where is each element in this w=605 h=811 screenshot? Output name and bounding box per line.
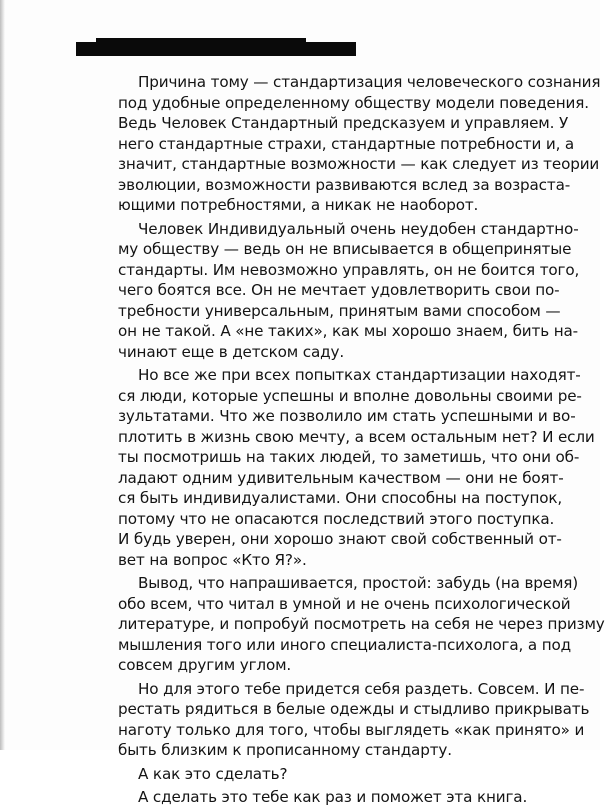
text-line: ся быть индивидуалистами. Они способны на поступок, [118,489,563,507]
text-line: Человек Индивидуальный очень неудобен стандартно- [138,219,579,238]
paragraph-5 [118,679,590,761]
text-line: обо всем, что читал в умной и не очень психологической [118,594,571,613]
text-line: мышления того или иного специалиста-психолога, а под [118,635,571,654]
text-line: он не такой. А «не таких», как мы хорошо знаем, бить на- [118,322,578,340]
text-line: Но все же при всех попытках стандартизации находят- [138,366,581,384]
text-line: ся люди, которые успешны и вполне довольны своими ре- [118,386,582,405]
text-line: чего боятся все. Он не мечтает удовлетворить свои по- [118,281,560,299]
scan-edge-shadow [0,0,5,750]
text-line: наготу только для того, чтобы выглядеть «как принято» и [118,720,585,739]
paragraph-4 [118,573,605,676]
text-line: него стандартные страхи, стандартные потребности и, а [118,134,575,153]
text-line: значит, стандартные возможности — как следует из теории [118,155,600,173]
text-line: потому что не опасаются последствий этого поступка. [118,509,555,528]
text-line: А сделать это тебе как раз и поможет эта книга. [138,788,528,806]
text-line: совсем другим углом. [118,656,292,674]
paragraph-3 [118,365,595,570]
paragraph-7 [118,787,528,808]
text-line: ющими потребностями, а никак не наоборот. [118,196,479,214]
text-line: эволюции, возможности развиваются вслед за возраста- [118,175,571,194]
redacted-header-bar [76,42,356,56]
paragraph-2 [118,219,580,363]
text-line: И будь уверен, они хорошо знают свой собственный от- [118,530,562,548]
text-line: Ведь Человек Стандартный предсказуем и управляем. У [118,114,569,132]
text-line: зультатами. Что же позволило им стать успешными и во- [118,407,576,425]
text-line: литературе, и попробуй посмотреть на себя не через призму [118,615,605,633]
paragraph-6 [118,764,524,785]
text-line: быть близким к прописанному стандарту. [118,741,452,759]
text-line: плотить в жизнь свою мечту, а всем остальным нет? И если [118,427,595,446]
text-line: ты посмотришь на таких людей, то заметишь, что они об- [118,448,580,466]
paragraph-1 [118,72,601,216]
text-line: А как это сделать? [138,764,288,783]
text-line: му обществу — ведь он не вписывается в общепринятые [118,240,572,258]
text-line: требности универсальным, принятым вами способом — [118,301,561,320]
text-line: под удобные определенному обществу модели поведения. [118,93,589,112]
text-line: рестать рядиться в белые одежды и стыдливо прикрывать [118,700,590,718]
body-text [118,72,605,811]
text-line: стандарты. Им невозможно управлять, он не боится того, [118,260,580,279]
text-line: чинают еще в детском саду. [118,342,345,361]
text-line: Но для этого тебе придется себя раздеть. Совсем. И пе- [138,679,585,698]
text-line: ладают одним удивительным качеством — они не боят- [118,468,564,487]
text-line: Вывод, что напрашивается, простой: забудь (на время) [138,574,579,592]
text-line: вет на вопрос «Кто Я?». [118,550,307,569]
text-line: Причина тому — стандартизация человеческого сознания [138,73,601,91]
